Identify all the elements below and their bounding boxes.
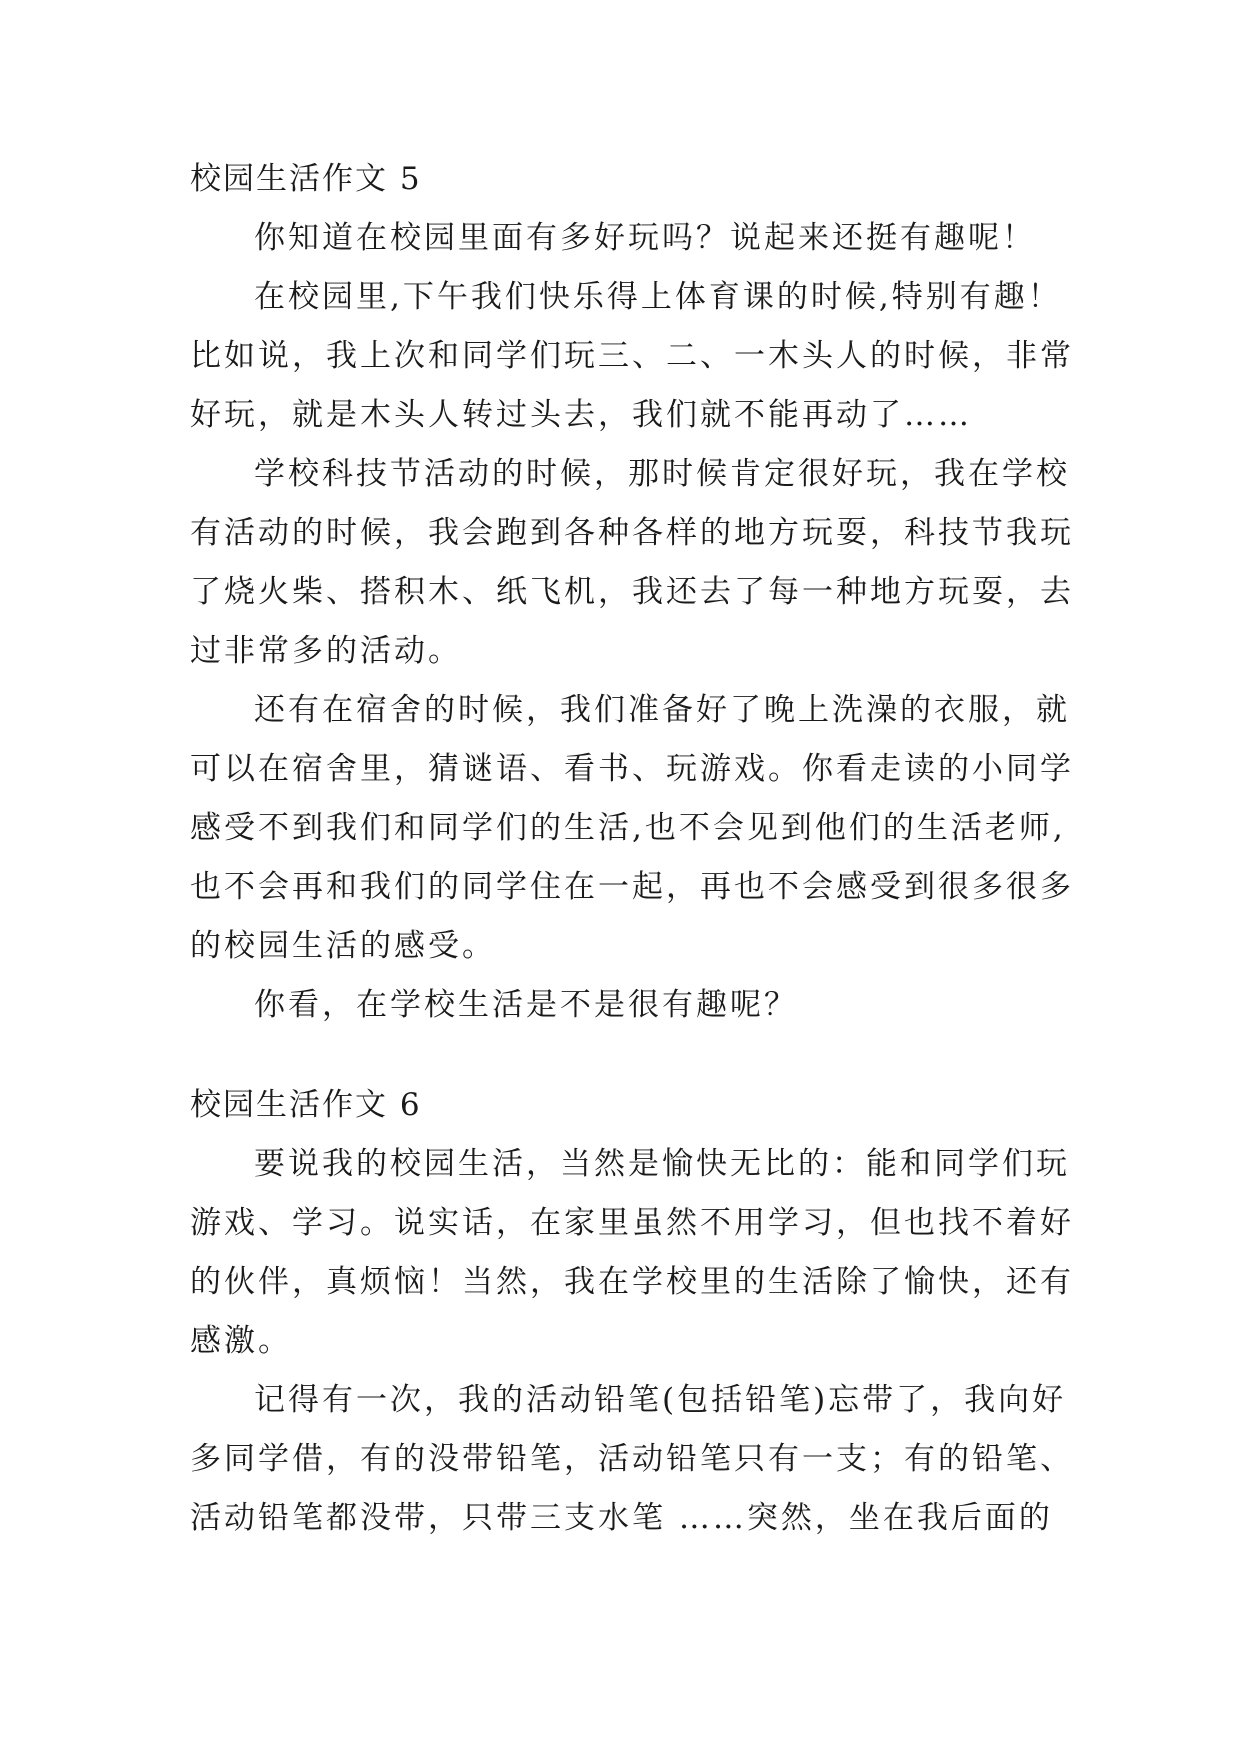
paragraph-line: 比如说，我上次和同学们玩三、二、一木头人的时候，非常 [190, 338, 1074, 374]
paragraph-line: 在校园里,下午我们快乐得上体育课的时候,特别有趣！ [254, 279, 1062, 315]
paragraph-line: 了烧火柴、搭积木、纸飞机，我还去了每一种地方玩耍，去 [190, 574, 1074, 610]
paragraph-line: 有活动的时候，我会跑到各种各样的地方玩耍，科技节我玩 [190, 515, 1074, 551]
paragraph-line: 过非常多的活动。 [190, 633, 462, 669]
paragraph-line: 还有在宿舍的时候，我们准备好了晚上洗澡的衣服，就 [254, 692, 1070, 728]
paragraph-line: 你看，在学校生活是不是很有趣呢？ [254, 987, 798, 1023]
paragraph-line: 的伙伴，真烦恼！当然，我在学校里的生活除了愉快，还有 [190, 1264, 1074, 1300]
paragraph-line: 可以在宿舍里，猜谜语、看书、玩游戏。你看走读的小同学 [190, 751, 1074, 787]
essay-title: 校园生活作文 5 [190, 161, 422, 197]
paragraph-line: 你知道在校园里面有多好玩吗？说起来还挺有趣呢！ [254, 220, 1036, 256]
paragraph-line: 感激。 [190, 1323, 292, 1359]
paragraph-line: 也不会再和我们的同学住在一起，再也不会感受到很多很多 [190, 869, 1074, 905]
paragraph-line: 活动铅笔都没带，只带三支水笔 ……突然，坐在我后面的 [190, 1500, 1053, 1536]
paragraph-line: 要说我的校园生活，当然是愉快无比的：能和同学们玩 [254, 1146, 1070, 1182]
essay-5 [190, 150, 1074, 1035]
paragraph-line: 学校科技节活动的时候，那时候肯定很好玩，我在学校 [254, 456, 1070, 492]
paragraph-line: 游戏、学习。说实话，在家里虽然不用学习，但也找不着好 [190, 1205, 1074, 1241]
paragraph-line: 感受不到我们和同学们的生活,也不会见到他们的生活老师, [190, 810, 1066, 846]
paragraph-line: 的校园生活的感受。 [190, 928, 496, 964]
paragraph-line: 好玩，就是木头人转过头去，我们就不能再动了…… [190, 397, 972, 433]
paragraph-line: 多同学借，有的没带铅笔，活动铅笔只有一支；有的铅笔、 [190, 1441, 1074, 1477]
paragraph-line: 记得有一次，我的活动铅笔(包括铅笔)忘带了，我向好 [254, 1382, 1067, 1418]
essay-title: 校园生活作文 6 [190, 1087, 422, 1123]
essay-6 [190, 1076, 1074, 1548]
